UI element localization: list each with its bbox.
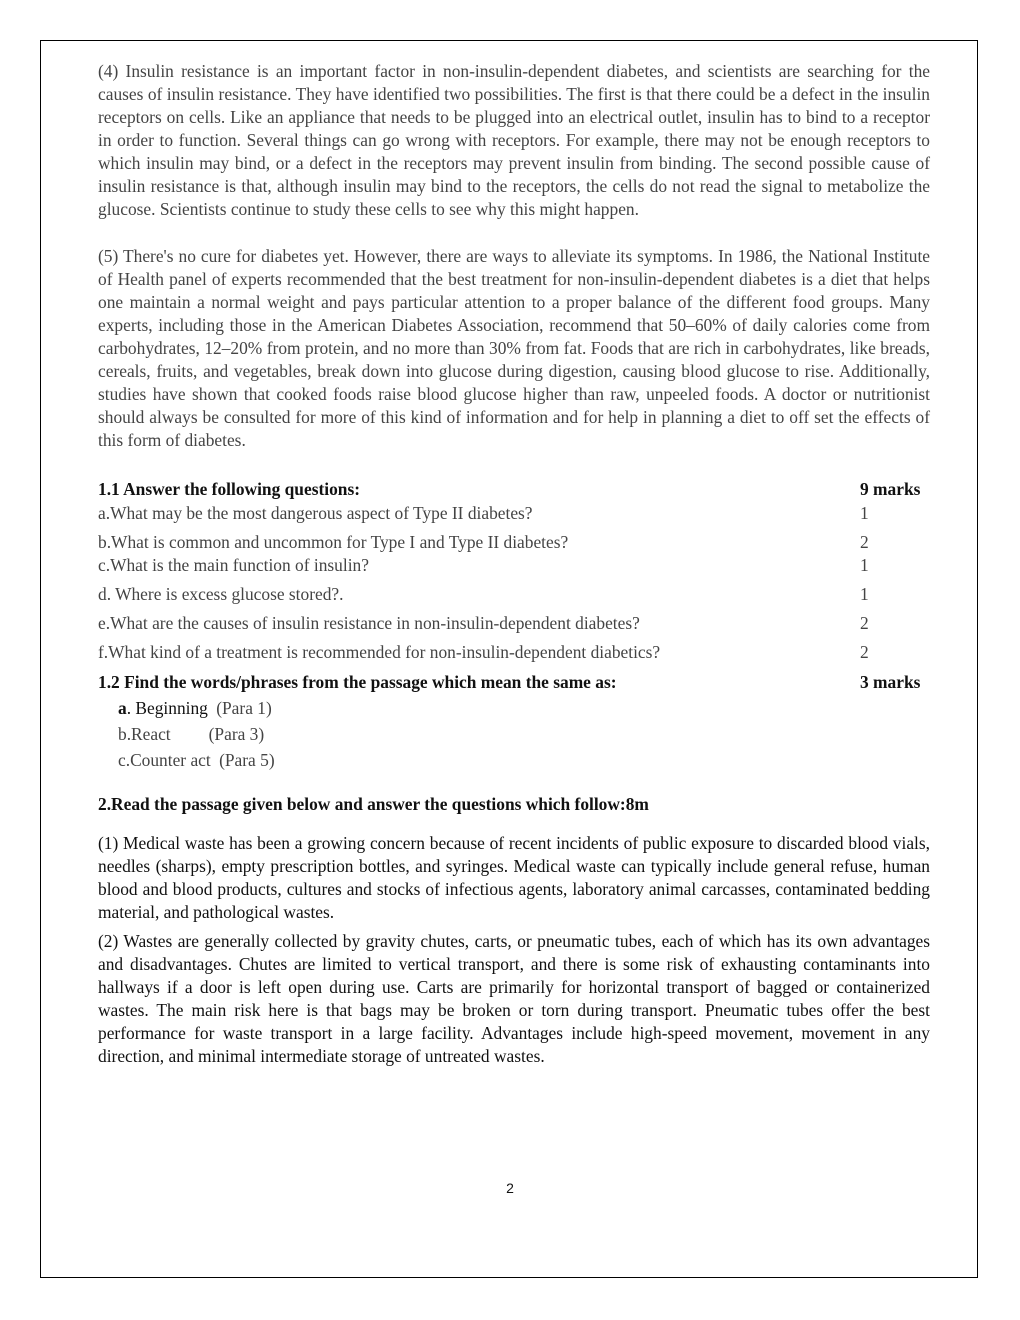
question-mark: 1 bbox=[860, 503, 869, 523]
question-text: b.What is common and uncommon for Type I and Type II diabetes? bbox=[98, 532, 569, 552]
question-text: c.What is the main function of insulin? bbox=[98, 555, 369, 575]
word-label: a bbox=[118, 698, 127, 718]
paragraph-5: (5) There's no cure for diabetes yet. However, there are ways to alleviate its symptoms. In 1986, the National Institute of Health panel of experts recommended that the best treatment for non-insulin-dependent diabetes is a diet that helps one maintain a normal weight and pays particular attention to a proper balance of the different food groups. Many experts, including those in the American Diabetes Association, recommend that 50–60% of daily calories come from carbohydrates, 12–20% from protein, and no more than 30% from fat. Foods that are rich in carbohydrates, like breads, cereals, fruits, and vegetables, break down into glucose during digestion, causing blood glucose to rise. Additionally, studies have shown that cooked foods raise blood glucose higher than raw, unpeeled foods. A doctor or nutritionist should always be consulted for more of this kind of information and for help in planning a diet to off set the effects of this form of diabetes. bbox=[98, 246, 930, 450]
word-text: b.React bbox=[118, 724, 171, 744]
word-list bbox=[98, 695, 930, 773]
word-ref: (Para 1) bbox=[216, 698, 272, 718]
question-text: d. Where is excess glucose stored?. bbox=[98, 584, 344, 604]
question-mark: 1 bbox=[860, 584, 869, 604]
section-1-2-marks: 3 marks bbox=[860, 672, 921, 692]
question-mark: 2 bbox=[860, 613, 869, 633]
section-1-1-title: 1.1 Answer the following questions: bbox=[98, 479, 361, 499]
section-2-heading: 2.Read the passage given below and answer the questions which follow:8m bbox=[98, 794, 649, 814]
section-1-1-heading bbox=[98, 476, 930, 502]
question-e bbox=[98, 609, 930, 638]
section-1-2-title: 1.2 Find the words/phrases from the passage which mean the same as: bbox=[98, 672, 617, 692]
word-item-b bbox=[118, 721, 930, 747]
paragraph-4: (4) Insulin resistance is an important factor in non-insulin-dependent diabetes, and scientists are searching for the causes of insulin resistance. They have identified two possibilities. The first is that there could be a defect in the insulin receptors on cells. Like an appliance that needs to be plugged into an electrical outlet, insulin has to bind to a receptor in order to function. Several things can go wrong with receptors. For example, there may not be enough receptors to which insulin may bind, or a defect in the receptors may prevent insulin from binding. The second possible cause of insulin resistance is that, although insulin may bind to the receptors, the cells do not read the signal to metabolize the glucose. Scientists continue to study these cells to see why this might happen. bbox=[98, 61, 930, 219]
question-f bbox=[98, 638, 930, 667]
question-mark: 1 bbox=[860, 555, 869, 575]
question-d bbox=[98, 580, 930, 609]
question-a bbox=[98, 502, 930, 528]
section-2-paragraph-1: (1) Medical waste has been a growing concern because of recent incidents of public exposure to discarded blood vials, needles (sharps), empty prescription bottles, and syringes. Medical waste can typically include general refuse, human blood and blood products, cultures and stocks of infectious agents, laboratory animal carcasses, contaminated bedding material, and pathological wastes. bbox=[98, 833, 930, 922]
section-2-paragraph-2: (2) Wastes are generally collected by gravity chutes, carts, or pneumatic tubes, each of which has its own advantages and disadvantages. Chutes are limited to vertical transport, and there is some risk of exhausting contaminants into hallways if a door is left open during use. Carts are primarily for horizontal transport of bagged or containerized wastes. The main risk here is that bags may be broken or torn during transport. Pneumatic tubes offer the best performance for waste transport in a large facility. Advantages include high-speed movement, movement in any direction, and minimal intermediate storage of untreated wastes. bbox=[98, 931, 930, 1066]
section-1-2-heading bbox=[98, 667, 930, 695]
page-number: 2 bbox=[506, 1180, 514, 1196]
question-mark: 2 bbox=[860, 642, 869, 662]
word-ref: (Para 3) bbox=[208, 724, 265, 744]
question-text: a.What may be the most dangerous aspect of Type II diabetes? bbox=[98, 503, 533, 523]
question-c bbox=[98, 552, 930, 580]
question-text: f.What kind of a treatment is recommended for non-insulin-dependent diabetics? bbox=[98, 642, 661, 662]
word-text: c.Counter act bbox=[118, 750, 211, 770]
question-text: e.What are the causes of insulin resistance in non-insulin-dependent diabetes? bbox=[98, 613, 640, 633]
word-item-c bbox=[118, 747, 930, 773]
word-item-a bbox=[118, 695, 930, 721]
page-content bbox=[98, 60, 930, 1068]
question-mark: 2 bbox=[860, 532, 869, 552]
question-b bbox=[98, 528, 930, 552]
section-1-1-marks: 9 marks bbox=[860, 479, 921, 499]
word-ref: (Para 5) bbox=[219, 750, 275, 770]
word-text: . Beginning bbox=[126, 698, 208, 718]
